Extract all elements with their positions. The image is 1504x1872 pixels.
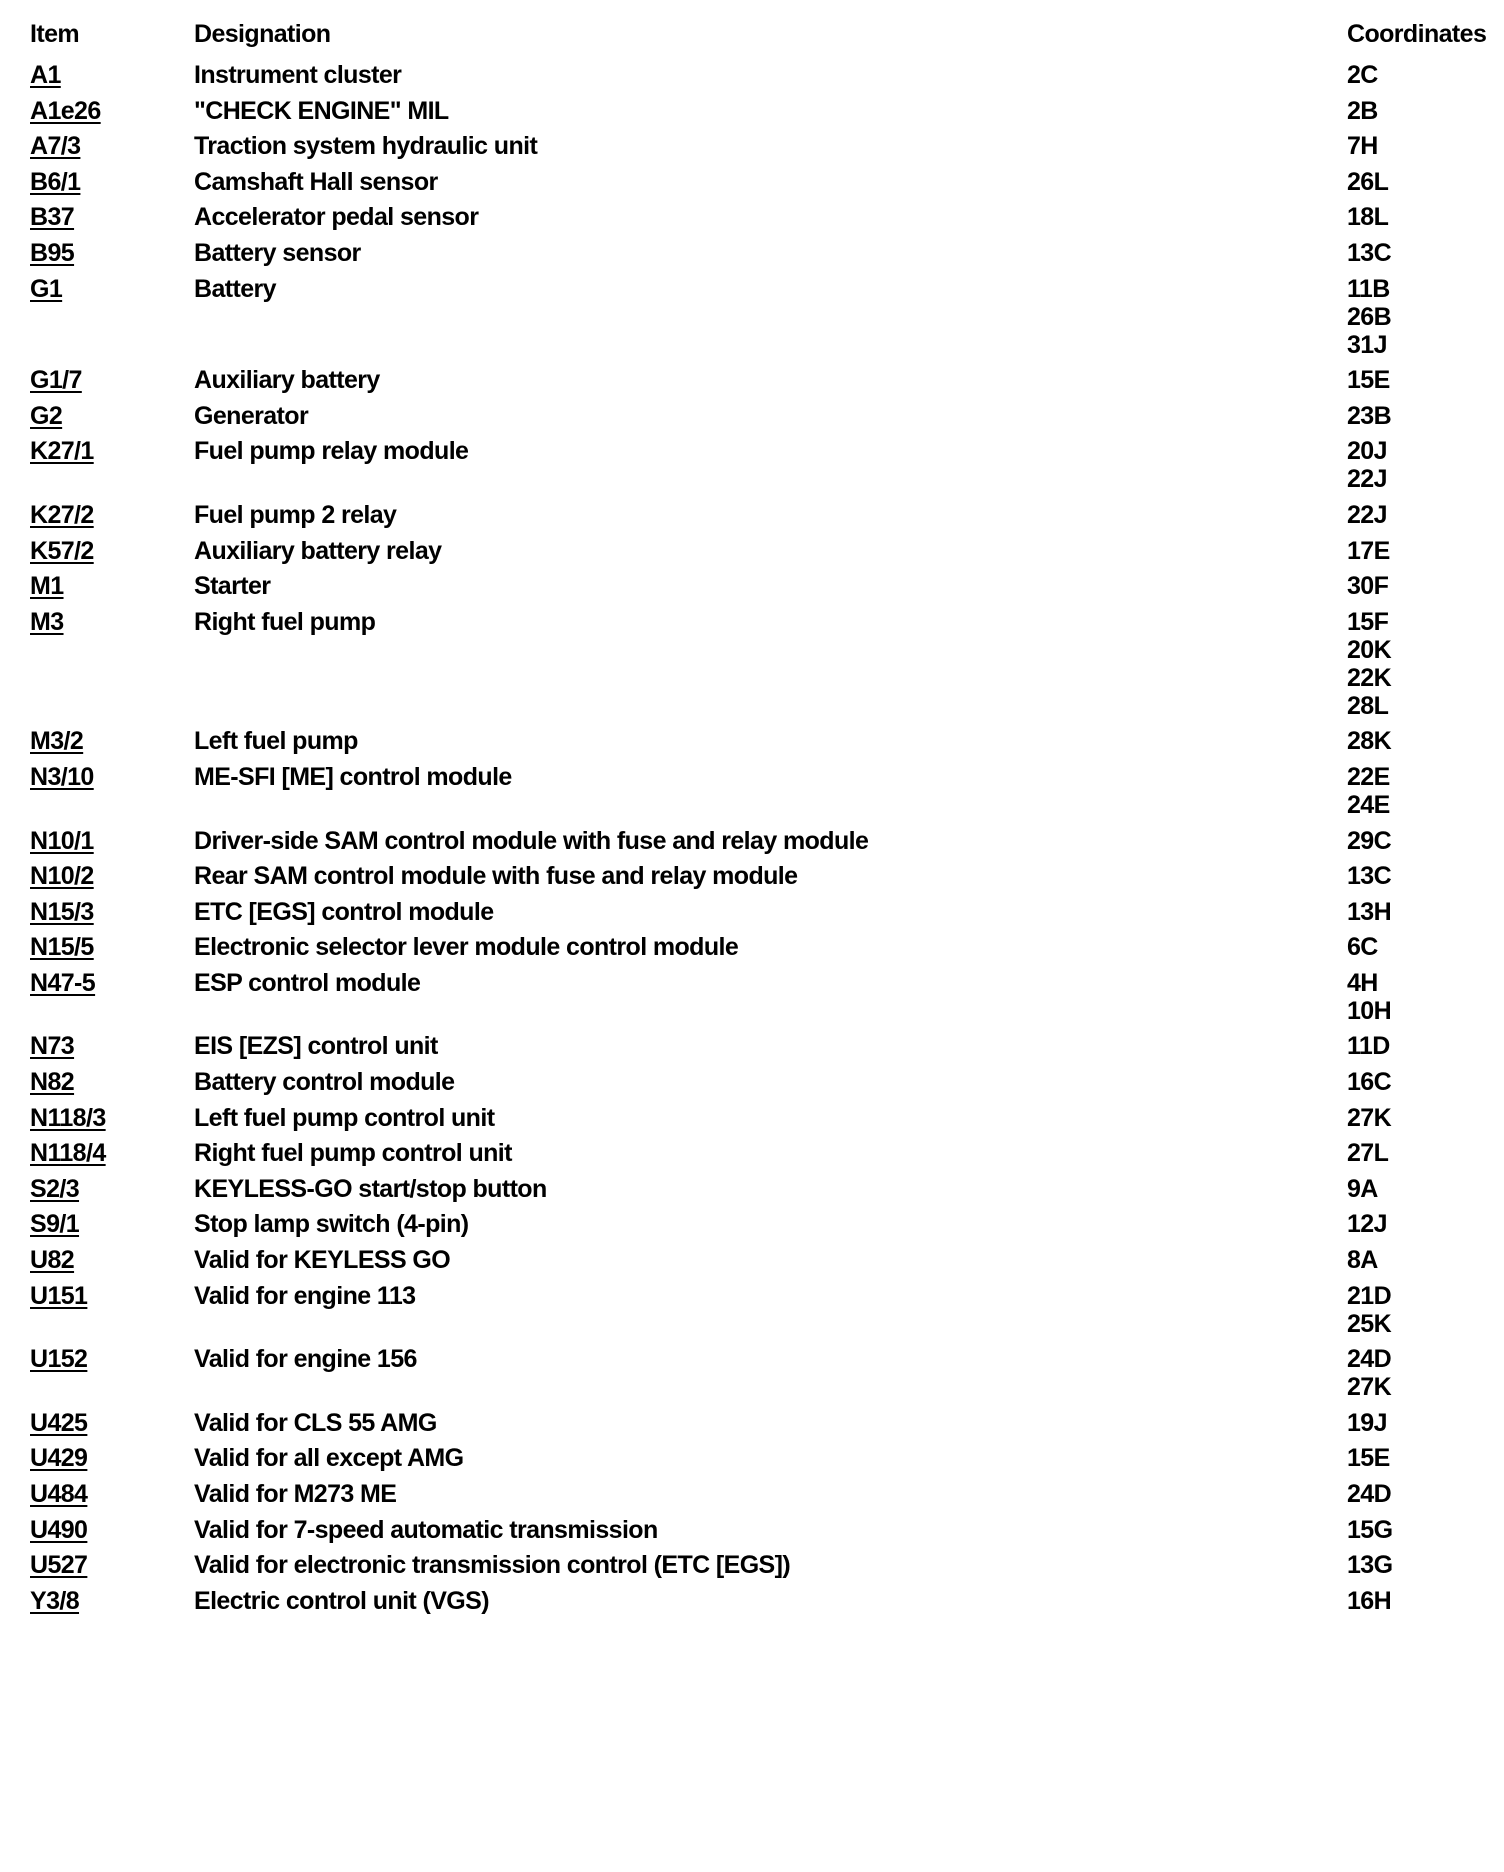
item-cell [30, 763, 194, 791]
coordinate-value: 27K [1347, 1103, 1392, 1132]
item-cell [30, 1104, 194, 1132]
coordinates-cell [1347, 402, 1500, 430]
table-row [30, 437, 1500, 501]
coordinate-value: 12J [1347, 1210, 1387, 1239]
item-link[interactable]: U527 [30, 1551, 88, 1580]
item-cell [30, 1409, 194, 1437]
item-link[interactable]: M1 [30, 572, 64, 601]
coordinate-value: 15E [1347, 366, 1390, 395]
item-link[interactable]: U425 [30, 1408, 88, 1437]
coordinates-cell [1347, 827, 1500, 855]
item-cell [30, 275, 194, 303]
item-link[interactable]: U490 [30, 1515, 88, 1544]
designation-cell: Battery sensor [194, 238, 361, 267]
table-row [30, 501, 1500, 537]
coordinate-value: 24D [1347, 1480, 1392, 1508]
coordinates-cell [1347, 1068, 1500, 1096]
designation-cell: Right fuel pump control unit [194, 1139, 512, 1168]
coordinates-cell [1347, 168, 1500, 196]
coordinate-value: 15E [1347, 1444, 1390, 1473]
coordinate-value: 7H [1347, 132, 1378, 161]
table-row [30, 168, 1500, 204]
item-link[interactable]: K57/2 [30, 536, 94, 565]
designation-cell: KEYLESS-GO start/stop button [194, 1174, 547, 1203]
table-body [30, 61, 1500, 1622]
item-cell [30, 437, 194, 465]
coordinates-cell [1347, 1444, 1500, 1472]
item-link[interactable]: B6/1 [30, 167, 81, 196]
table-row [30, 537, 1500, 573]
item-link[interactable]: N73 [30, 1032, 75, 1061]
coordinate-value: 24E [1347, 790, 1390, 819]
item-link[interactable]: N118/4 [30, 1139, 106, 1168]
designation-cell: Battery control module [194, 1068, 455, 1097]
item-cell [30, 1587, 194, 1615]
item-link[interactable]: U152 [30, 1345, 88, 1374]
item-link[interactable]: N82 [30, 1068, 75, 1097]
table-row [30, 1516, 1500, 1552]
item-cell [30, 97, 194, 125]
table-row [30, 608, 1500, 728]
coordinate-value: 6C [1347, 933, 1378, 962]
table-row [30, 763, 1500, 827]
item-link[interactable]: A7/3 [30, 132, 81, 161]
designation-cell: Valid for CLS 55 AMG [194, 1408, 437, 1437]
designation-cell: ESP control module [194, 968, 421, 997]
table-row [30, 933, 1500, 969]
coordinate-value: 22J [1347, 500, 1387, 529]
coordinate-value: 19J [1347, 1408, 1387, 1437]
designation-cell: Accelerator pedal sensor [194, 203, 479, 232]
designation-cell: Fuel pump relay module [194, 437, 469, 466]
coordinate-value: 2C [1347, 61, 1378, 89]
designation-cell: Fuel pump 2 relay [194, 500, 397, 529]
designation-cell: ME-SFI [ME] control module [194, 762, 512, 791]
coordinate-value: 13C [1347, 862, 1392, 891]
designation-cell: Stop lamp switch (4-pin) [194, 1210, 469, 1239]
item-link[interactable]: B95 [30, 238, 75, 267]
item-cell [30, 168, 194, 196]
coordinates-cell [1347, 97, 1500, 125]
designation-cell: Left fuel pump [194, 727, 358, 756]
table-row [30, 203, 1500, 239]
coordinate-value: 25K [1347, 1309, 1392, 1338]
item-cell [30, 1032, 194, 1060]
coordinate-value: 8A [1347, 1246, 1378, 1275]
coordinates-cell [1347, 933, 1500, 961]
designation-cell: Generator [194, 401, 309, 430]
coordinates-cell [1347, 1551, 1500, 1579]
designation-cell: Valid for KEYLESS GO [194, 1246, 451, 1275]
item-cell [30, 1175, 194, 1203]
coordinate-value: 22J [1347, 465, 1387, 494]
header-item: Item [30, 20, 80, 48]
coordinates-cell [1347, 1587, 1500, 1615]
designation-cell: EIS [EZS] control unit [194, 1032, 438, 1061]
coordinates-cell [1347, 203, 1500, 231]
coordinates-cell [1347, 969, 1500, 1025]
coordinates-cell [1347, 61, 1500, 89]
coordinates-cell [1347, 898, 1500, 926]
coordinate-value: 16C [1347, 1068, 1392, 1097]
designation-cell: Electronic selector lever module control module [194, 933, 739, 962]
designation-cell: Valid for engine 156 [194, 1345, 417, 1374]
table-row [30, 1210, 1500, 1246]
item-link[interactable]: N3/10 [30, 762, 94, 791]
table-row [30, 1032, 1500, 1068]
table-row [30, 239, 1500, 275]
coordinates-cell [1347, 366, 1500, 394]
item-cell [30, 61, 194, 89]
table-row [30, 862, 1500, 898]
table-row [30, 402, 1500, 438]
designation-cell: Rear SAM control module with fuse and relay module [194, 862, 798, 891]
designation-cell: Battery [194, 274, 276, 303]
coordinate-value: 15G [1347, 1515, 1393, 1544]
coordinates-cell [1347, 1246, 1500, 1274]
coordinates-cell [1347, 1032, 1500, 1060]
item-cell [30, 827, 194, 855]
coordinate-value: 27L [1347, 1139, 1389, 1168]
coordinates-cell [1347, 1282, 1500, 1338]
designation-cell: Left fuel pump control unit [194, 1103, 495, 1132]
designation-cell: Auxiliary battery relay [194, 536, 442, 565]
table-row [30, 1345, 1500, 1409]
table-row [30, 969, 1500, 1033]
coordinate-value: 29C [1347, 826, 1392, 855]
coordinate-value: 22K [1347, 663, 1392, 692]
item-cell [30, 1246, 194, 1274]
item-link[interactable]: K27/2 [30, 500, 94, 529]
coordinate-value: 24D [1347, 1345, 1392, 1374]
item-cell [30, 1480, 194, 1508]
coordinate-value: 13H [1347, 897, 1392, 926]
table-row [30, 97, 1500, 133]
table-row [30, 1282, 1500, 1346]
header-coordinates: Coordinates [1347, 20, 1487, 48]
item-link[interactable]: Y3/8 [30, 1586, 80, 1615]
coordinates-cell [1347, 1516, 1500, 1544]
item-link[interactable]: N118/3 [30, 1103, 106, 1132]
item-cell [30, 862, 194, 890]
coordinates-cell [1347, 1175, 1500, 1203]
coordinate-value: 30F [1347, 572, 1389, 601]
coordinate-value: 26L [1347, 167, 1389, 196]
item-cell [30, 1068, 194, 1096]
item-cell [30, 1345, 194, 1373]
item-link[interactable]: M3/2 [30, 727, 84, 756]
item-cell [30, 898, 194, 926]
table-row [30, 1068, 1500, 1104]
designation-cell: "CHECK ENGINE" MIL [194, 96, 449, 125]
coordinate-value: 18L [1347, 203, 1389, 232]
designation-cell: Valid for all except AMG [194, 1444, 464, 1473]
coordinate-value: 17E [1347, 536, 1390, 565]
table-row [30, 1444, 1500, 1480]
item-cell [30, 1282, 194, 1310]
table-row [30, 727, 1500, 763]
item-cell [30, 366, 194, 394]
coordinate-value: 15F [1347, 607, 1389, 636]
coordinates-cell [1347, 275, 1500, 359]
item-link[interactable]: S9/1 [30, 1210, 80, 1239]
table-row [30, 1175, 1500, 1211]
table-row [30, 1409, 1500, 1445]
table-row [30, 1246, 1500, 1282]
coordinates-cell [1347, 1139, 1500, 1167]
coordinate-value: 2B [1347, 96, 1378, 125]
coordinate-value: 21D [1347, 1281, 1392, 1310]
table-row [30, 132, 1500, 168]
coordinate-value: 13G [1347, 1551, 1393, 1580]
coordinate-value: 31J [1347, 330, 1387, 359]
coordinate-value: 10H [1347, 996, 1392, 1025]
item-link[interactable]: U429 [30, 1444, 88, 1473]
coordinates-cell [1347, 437, 1500, 493]
coordinate-value: 28L [1347, 691, 1389, 720]
item-cell [30, 132, 194, 160]
coordinates-cell [1347, 1104, 1500, 1132]
item-cell [30, 239, 194, 267]
coordinate-value: 22E [1347, 762, 1390, 791]
designation-cell: Valid for M273 ME [194, 1480, 397, 1508]
table-row [30, 1587, 1500, 1623]
coordinates-cell [1347, 501, 1500, 529]
item-link[interactable]: G2 [30, 401, 63, 430]
coordinate-value: 11D [1347, 1032, 1390, 1061]
item-cell [30, 1139, 194, 1167]
designation-cell: Driver-side SAM control module with fuse and relay module [194, 826, 869, 855]
coordinate-value: 26B [1347, 302, 1392, 331]
coordinate-value: 23B [1347, 401, 1392, 430]
item-cell [30, 572, 194, 600]
item-cell [30, 537, 194, 565]
item-cell [30, 1516, 194, 1544]
coordinate-value: 20J [1347, 437, 1387, 466]
item-link[interactable]: A1 [30, 61, 61, 89]
table-row [30, 61, 1500, 97]
table-row [30, 366, 1500, 402]
coordinates-cell [1347, 239, 1500, 267]
table-row [30, 1551, 1500, 1587]
coordinates-cell [1347, 537, 1500, 565]
coordinate-value: 20K [1347, 635, 1392, 664]
coordinates-cell [1347, 572, 1500, 600]
item-cell [30, 1444, 194, 1472]
table-row [30, 1139, 1500, 1175]
designation-cell: Right fuel pump [194, 607, 376, 636]
item-link[interactable]: G1/7 [30, 366, 82, 395]
item-cell [30, 727, 194, 755]
coordinates-cell [1347, 1345, 1500, 1401]
item-link[interactable]: N47-5 [30, 968, 96, 997]
item-cell [30, 501, 194, 529]
table-row [30, 898, 1500, 934]
item-cell [30, 1551, 194, 1579]
item-link[interactable]: A1e26 [30, 96, 101, 125]
item-link[interactable]: S2/3 [30, 1174, 80, 1203]
item-link[interactable]: U82 [30, 1246, 75, 1275]
coordinate-value: 16H [1347, 1586, 1392, 1615]
coordinates-cell [1347, 1409, 1500, 1437]
coordinates-cell [1347, 1210, 1500, 1238]
item-link[interactable]: U151 [30, 1281, 88, 1310]
component-legend-table [30, 18, 1500, 1622]
table-row [30, 827, 1500, 863]
designation-cell: Electric control unit (VGS) [194, 1586, 489, 1615]
table-row [30, 572, 1500, 608]
item-cell [30, 402, 194, 430]
table-row [30, 275, 1500, 367]
item-cell [30, 969, 194, 997]
coordinates-cell [1347, 727, 1500, 755]
coordinates-cell [1347, 608, 1500, 720]
coordinates-cell [1347, 763, 1500, 819]
designation-cell: Camshaft Hall sensor [194, 167, 438, 196]
designation-cell: Starter [194, 572, 271, 601]
item-cell [30, 203, 194, 231]
item-link[interactable]: G1 [30, 274, 63, 303]
header-designation: Designation [194, 20, 331, 48]
designation-cell: Valid for 7-speed automatic transmission [194, 1515, 658, 1544]
designation-cell: Auxiliary battery [194, 366, 380, 395]
coordinates-cell [1347, 862, 1500, 890]
coordinate-value: 27K [1347, 1373, 1392, 1402]
designation-cell: Valid for electronic transmission control (ETC [EGS]) [194, 1551, 791, 1580]
designation-cell: Traction system hydraulic unit [194, 132, 538, 161]
table-header [30, 18, 1500, 61]
table-row [30, 1104, 1500, 1140]
coordinates-cell [1347, 132, 1500, 160]
item-cell [30, 608, 194, 636]
item-link[interactable]: U484 [30, 1480, 88, 1508]
coordinate-value: 9A [1347, 1174, 1378, 1203]
coordinate-value: 13C [1347, 238, 1392, 267]
item-link[interactable]: N10/1 [30, 826, 94, 855]
coordinate-value: 11B [1347, 274, 1390, 303]
designation-cell: ETC [EGS] control module [194, 897, 494, 926]
item-cell [30, 933, 194, 961]
designation-cell: Instrument cluster [194, 61, 402, 89]
designation-cell: Valid for engine 113 [194, 1281, 416, 1310]
coordinate-value: 4H [1347, 968, 1378, 997]
item-cell [30, 1210, 194, 1238]
coordinate-value: 28K [1347, 727, 1392, 756]
item-link[interactable]: N10/2 [30, 862, 94, 891]
coordinates-cell [1347, 1480, 1500, 1508]
item-link[interactable]: K27/1 [30, 437, 94, 466]
item-link[interactable]: M3 [30, 607, 64, 636]
item-link[interactable]: N15/3 [30, 897, 94, 926]
item-link[interactable]: B37 [30, 203, 75, 232]
table-row [30, 1480, 1500, 1516]
item-link[interactable]: N15/5 [30, 933, 94, 962]
